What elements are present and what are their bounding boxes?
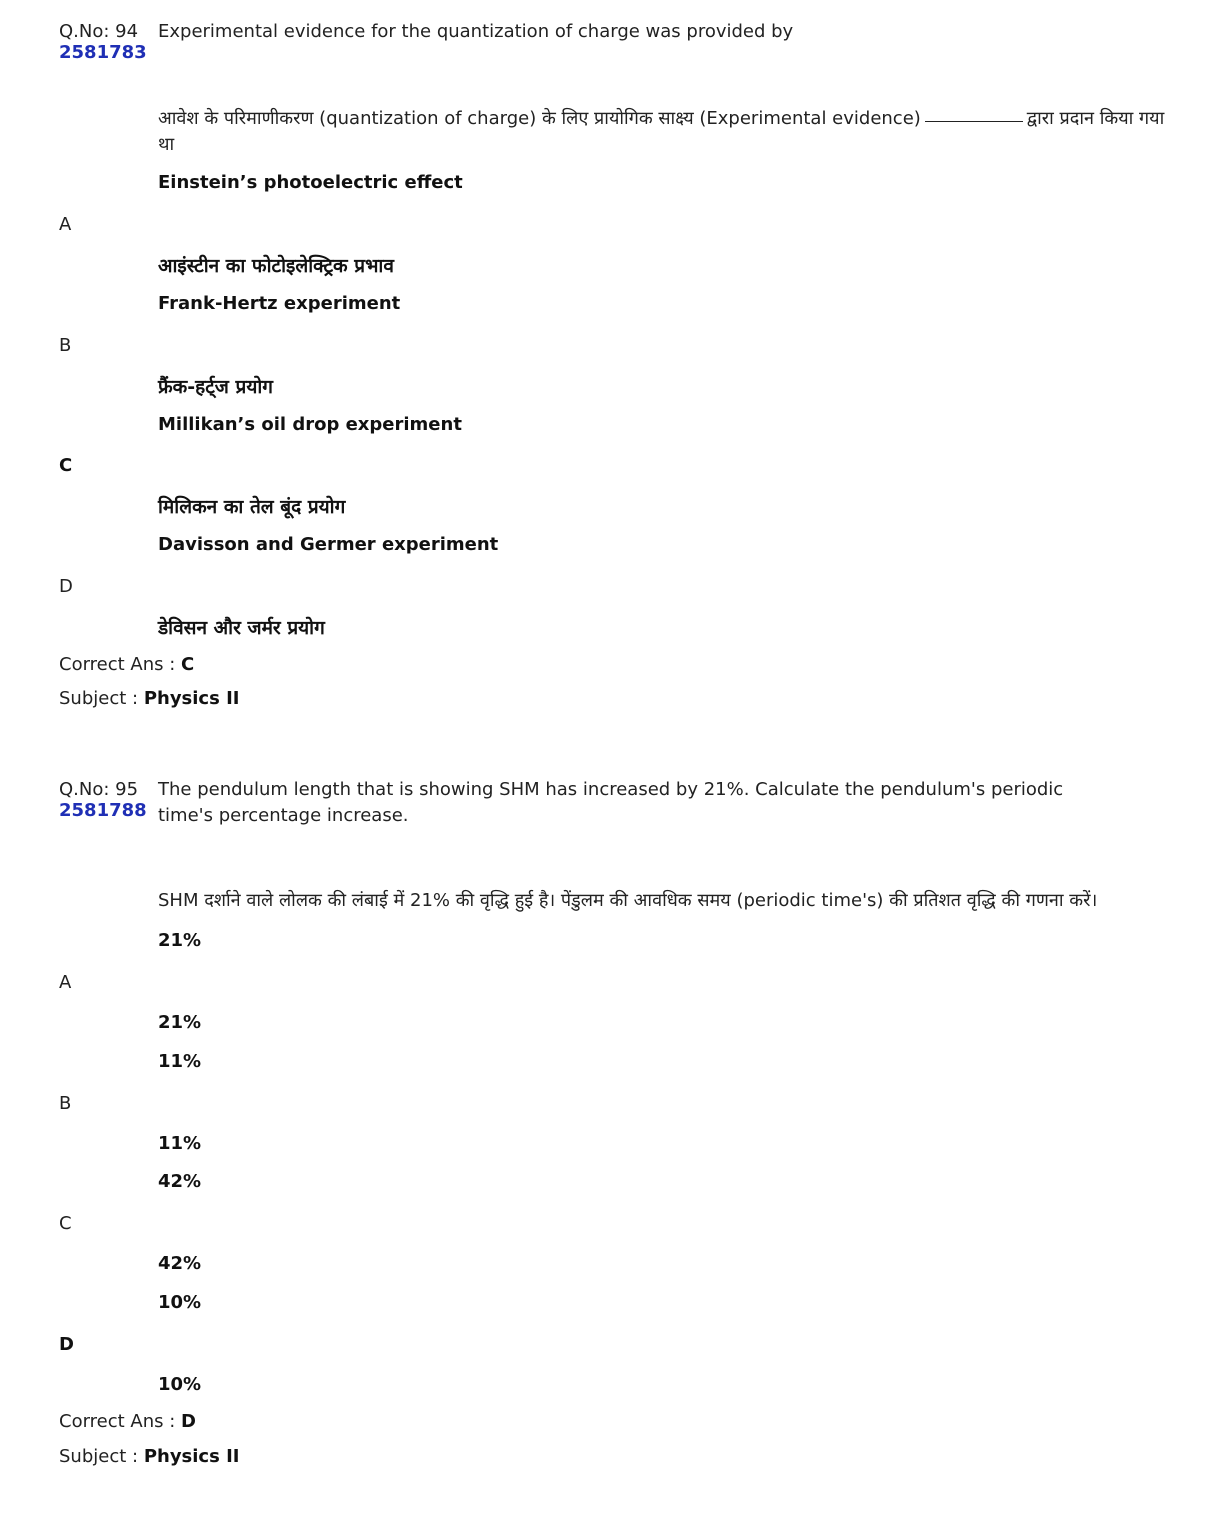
question-text-hi: SHM दर्शाने वाले लोलक की लंबाई में 21% की वृद्धि हुई है। पेंडुलम की आवधिक समय (periodic time's) की प्रतिशत वृद्धि की गणना करें। [158,890,1098,911]
option-c-hi: मिलिकन का तेल बूंद प्रयोग [158,496,346,518]
question-text-hi [158,106,1188,132]
question-id: 2581783 [59,42,147,63]
option-a-en: Einstein’s photoelectric effect [158,172,463,193]
option-a-hi: 21% [158,1012,202,1033]
option-b-hi: 11% [158,1133,202,1154]
option-a-letter: A [59,214,72,235]
subject-label: Subject : [59,1446,139,1467]
option-a-hi: आइंस्टीन का फोटोइलेक्ट्रिक प्रभाव [158,255,394,277]
question-text-en: Experimental evidence for the quantization of charge was provided by [158,21,794,42]
option-d-letter: D [59,1334,74,1355]
correct-answer-value: D [181,1411,196,1432]
correct-answer-label: Correct Ans : [59,1411,176,1432]
question-number: Q.No: 94 [59,21,139,42]
correct-answer [59,1411,196,1432]
option-c-en: Millikan’s oil drop experiment [158,414,462,435]
subject-label: Subject : [59,688,139,709]
option-d-en: Davisson and Germer experiment [158,534,499,555]
correct-answer-label: Correct Ans : [59,654,176,675]
question-number: Q.No: 95 [59,779,139,800]
correct-answer [59,654,194,675]
correct-answer-value: C [181,654,195,675]
option-c-hi: 42% [158,1253,202,1274]
option-d-hi: डेविसन और जर्मर प्रयोग [158,617,325,639]
option-c-en: 42% [158,1171,202,1192]
subject-value: Physics II [143,688,240,709]
subject-value: Physics II [143,1446,240,1467]
question-text-hi-part1: आवेश के परिमाणीकरण (quantization of charge) के लिए प्रायोगिक साक्ष्य (Experimental evidence) [158,108,921,129]
option-b-letter: B [59,335,72,356]
option-b-en: 11% [158,1051,202,1072]
question-id: 2581788 [59,800,147,821]
option-b-hi: फ्रैंक-हर्ट्ज प्रयोग [158,376,273,398]
subject [59,1446,239,1467]
option-b-letter: B [59,1093,72,1114]
option-a-en: 21% [158,930,202,951]
option-d-letter: D [59,576,73,597]
option-d-en: 10% [158,1292,202,1313]
option-a-letter: A [59,972,72,993]
question-text-hi-part2: द्वारा प्रदान किया गया [1026,108,1165,129]
option-c-letter: C [59,455,73,476]
subject [59,688,239,709]
question-text-hi-line2: था [158,134,175,155]
question-text-en: The pendulum length that is showing SHM has increased by 21%. Calculate the pendulum's periodic time's percentage increase. [158,779,1064,826]
option-d-hi: 10% [158,1374,202,1395]
option-c-letter: C [59,1213,72,1234]
answer-blank [925,121,1023,122]
option-b-en: Frank-Hertz experiment [158,293,401,314]
